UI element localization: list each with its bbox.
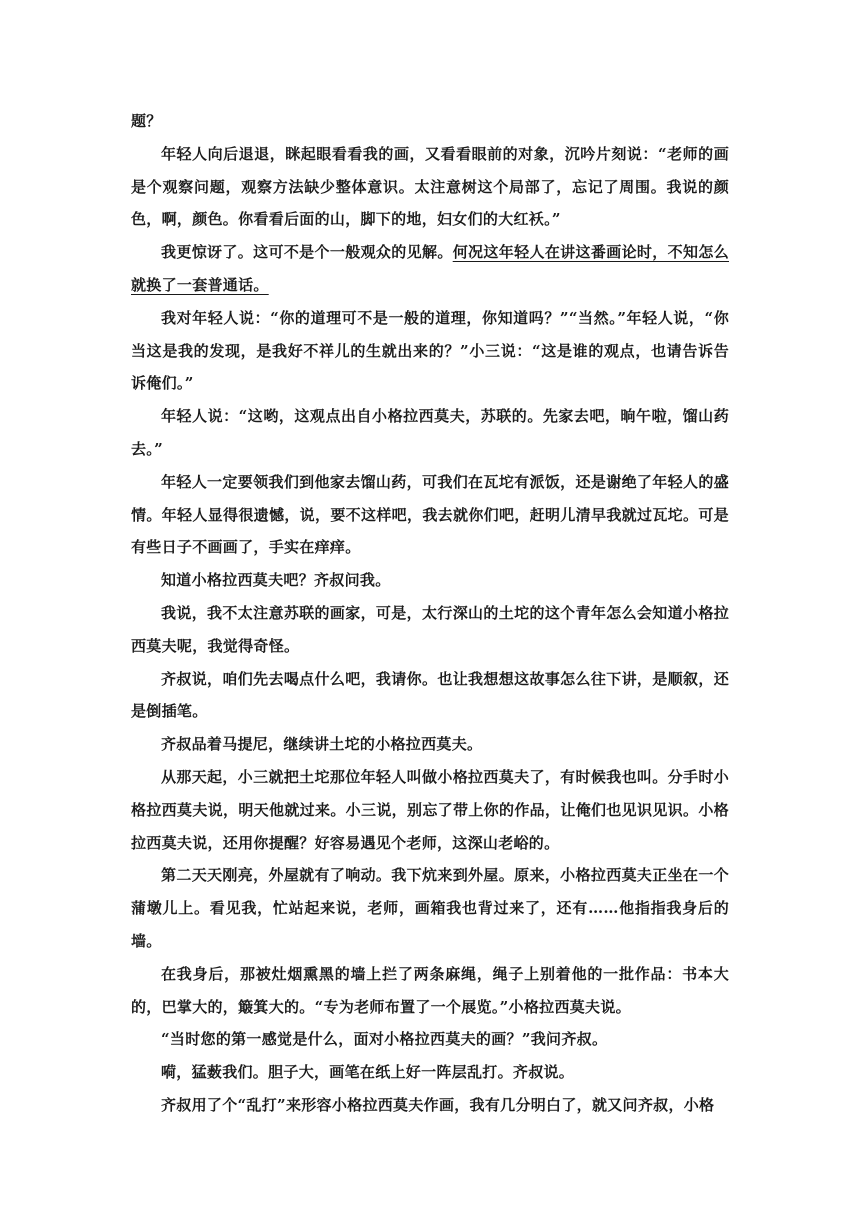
- paragraph: 齐叔说，咱们先去喝点什么吧，我请你。也让我想想这故事怎么往下讲，是顺叙，还是倒插笔。: [131, 669, 729, 721]
- paragraph: “当时您的第一感觉是什么，面对小格拉西莫夫的画？”我问齐叔。: [161, 1030, 608, 1049]
- paragraph: 年轻人一定要领我们到他家去馏山药，可我们在瓦坨有派饭，还是谢绝了年轻人的盛情。年轻人显得很遗憾，说，要不这样吧，我去就你们吧，赶明儿清早我就过瓦坨。可是有些日子不画画了，手实在痒痒。: [131, 472, 729, 557]
- article-body: [131, 105, 729, 1122]
- paragraph: 第二天天刚亮，外屋就有了响动。我下炕来到外屋。原来，小格拉西莫夫正坐在一个蒲墩儿上。看见我，忙站起来说，老师，画箱我也背过来了，还有……他指指我身后的墙。: [131, 866, 729, 950]
- paragraph: 在我身后，那被灶烟熏黑的墙上拦了两条麻绳，绳子上别着他的一批作品：书本大的，巴掌大的，簸箕大的。“专为老师布置了一个展览。”小格拉西莫夫说。: [131, 964, 729, 1016]
- paragraph: 年轻人说：“这哟，这观点出自小格拉西莫夫，苏联的。先家去吧，晌午啦，馏山药去。”: [131, 407, 729, 458]
- paragraph: 我说，我不太注意苏联的画家，可是，太行深山的土坨的这个青年怎么会知道小格拉西莫夫呢，我觉得奇怪。: [131, 603, 729, 655]
- paragraph: 年轻人向后退退，眯起眼看看我的画，又看看眼前的对象，沉吟片刻说：“老师的画是个观察问题，观察方法缺少整体意识。太注意树这个局部了，忘记了周围。我说的颜色，啊，颜色。你看看后面的山，脚下的地，妇女们的大红袄。”: [131, 144, 729, 229]
- paragraph: 齐叔用了个“乱打”来形容小格拉西莫夫作画，我有几分明白了，就又问齐叔，小格: [161, 1095, 715, 1114]
- paragraph: 嗬，猛薮我们。胆子大，画笔在纸上好一阵层乱打。齐叔说。: [161, 1063, 575, 1082]
- paragraph: 齐叔品着马提尼，继续讲土坨的小格拉西莫夫。: [161, 735, 483, 754]
- paragraph-text: 我更惊讶了。这可不是个一般观众的见解。: [161, 243, 453, 262]
- paragraph: 我对年轻人说：“你的道理可不是一般的道理，你知道吗？”“当然。”年轻人说，“你当这是我的发现，是我好不祥儿的生就出来的？”小三说：“这是谁的观点，也请告诉告诉俺们。”: [131, 308, 729, 393]
- underlined-sentence: 何况这年轻人在讲这番画论时，不知怎么就换了一套普通话。: [131, 243, 729, 294]
- paragraph: 从那天起，小三就把土坨那位年轻人叫做小格拉西莫夫了，有时候我也叫。分手时小格拉西莫夫说，明天他就过来。小三说，别忘了带上你的作品，让俺们也见识见识。小格拉西莫夫说，还用你提醒？好容易遇见个老师，这深山老峪的。: [131, 767, 729, 852]
- paragraph: [131, 236, 729, 302]
- paragraph: 知道小格拉西莫夫吧？齐叔问我。: [161, 571, 391, 590]
- paragraph: 题？: [131, 112, 162, 130]
